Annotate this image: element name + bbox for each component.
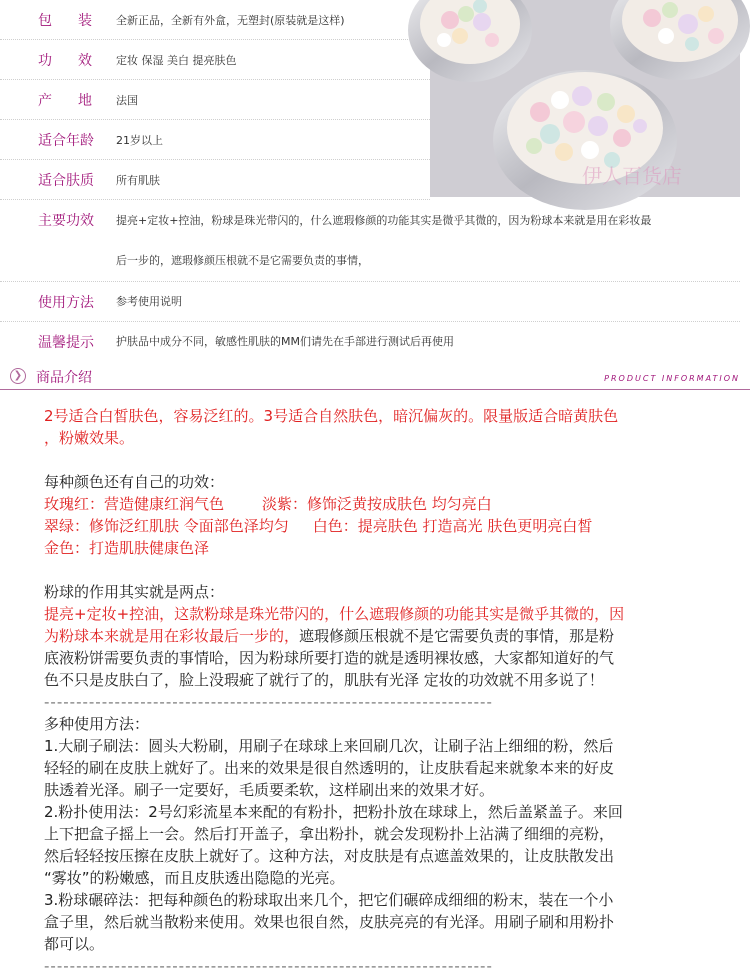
spec-value: 全新正品，全新有外盒，无塑封(原装就是这样)	[116, 13, 345, 27]
method-line: 2.粉扑使用法：2号幻彩流星本来配的有粉扑，把粉扑放在球球上，然后盖紧盖子。来回	[44, 803, 623, 821]
main-effect-line: 后一步的，遮瑕修颜压根就不是它需要负责的事情，	[116, 253, 369, 267]
spec-row-tips	[0, 322, 740, 362]
section-title: 商品介绍	[36, 370, 92, 386]
method-line: 盒子里，然后就当散粉来使用。效果也很自然，皮肤亮亮的有光泽。用刷子刷和用粉扑	[44, 913, 615, 931]
method-line: 然后轻轻按压擦在皮肤上就好了。这种方法，对皮肤是有点遮盖效果的，让皮肤散发出	[44, 847, 615, 865]
colors-intro: 每种颜色还有自己的功效：	[44, 473, 225, 491]
spec-value: 定妆 保湿 美白 提亮肤色	[116, 53, 237, 67]
spec-table	[0, 0, 430, 200]
spec-row-effect	[0, 40, 430, 80]
color-effect: 翠绿：修饰泛红肌肤 令面部色泽均匀	[44, 517, 289, 535]
spec-row-main-effect	[0, 200, 740, 282]
spec-row-age	[0, 120, 430, 160]
spec-value	[110, 201, 651, 281]
method-line: 1.大刷子刷法：圆头大粉刷，用刷子在球球上来回刷几次，让刷子沾上细细的粉，然后	[44, 737, 614, 755]
section-header	[0, 362, 750, 390]
points-black-fragment: 遮瑕修颜压根就不是它需要负责的事情，那是粉	[299, 627, 615, 645]
spec-value: 参考使用说明	[116, 294, 182, 308]
spec-row-skin	[0, 160, 430, 200]
points-line	[44, 625, 704, 647]
divider: ----------------------------------------------------------------------	[44, 957, 493, 975]
method-line: 上下把盒子摇上一会。然后打开盖子，拿出粉扑，就会发现粉扑上沾满了细细的亮粉，	[44, 825, 615, 843]
spec-label: 主要功效	[38, 213, 94, 229]
divider: ----------------------------------------------------------------------	[44, 693, 493, 711]
spec-value: 法国	[116, 93, 138, 107]
section-english-title: PRODUCT INFORMATION	[604, 374, 740, 383]
product-photo	[430, 0, 740, 197]
method-line: 3.粉球碾碎法：把每种颜色的粉球取出来几个，把它们碾碎成细细的粉末，装在一个小	[44, 891, 614, 909]
spec-label: 适合年龄	[38, 132, 94, 149]
method-line: “雾妆”的粉嫩感，而且皮肤透出隐隐的光亮。	[44, 869, 345, 887]
method-line: 都可以。	[44, 935, 105, 953]
spec-label: 产地	[38, 92, 118, 109]
spec-label: 温馨提示	[38, 335, 94, 351]
points-line: 底液粉饼需要负责的事情哈，因为粉球所要打造的就是透明裸妆感，大家都知道好的气	[44, 649, 615, 667]
color-effect: 金色：打造肌肤健康色泽	[44, 539, 210, 557]
points-line: 提亮+定妆+控油，这款粉球是珠光带闪的，什么遮瑕修颜的功能其实是微乎其微的，因	[44, 605, 625, 623]
points-intro: 粉球的作用其实就是两点：	[44, 583, 225, 601]
spec-label: 使用方法	[38, 294, 94, 311]
color-effect: 白色：提亮肤色 打造高光 肤色更明亮白皙	[312, 517, 593, 535]
color-effect: 淡紫：修饰泛黄按成肤色 均匀亮白	[262, 495, 492, 513]
points-red-fragment: 为粉球本来就是用在彩妆最后一步的，	[44, 627, 300, 645]
main-effect-line: 提亮+定妆+控油，粉球是珠光带闪的，什么遮瑕修颜的功能其实是微乎其微的，因为粉球本来就是用在彩妆最	[116, 213, 652, 227]
spec-value: 21岁以上	[116, 133, 163, 147]
spec-row-usage	[0, 282, 740, 322]
skin-tone-line: 2号适合白皙肤色，容易泛红的。3号适合自然肤色，暗沉偏灰的。限量版适合暗黄肤色	[44, 407, 619, 425]
watermark: 伊人百货店	[582, 164, 682, 188]
spec-value: 所有肌肤	[116, 173, 160, 187]
methods-intro: 多种使用方法：	[44, 715, 150, 733]
color-effect: 玫瑰红：营造健康红润气色	[44, 495, 225, 513]
method-line: 肤透着光泽。刷子一定要好，毛质要柔软，这样刷出来的效果才好。	[44, 781, 495, 799]
color-effect-line	[44, 515, 704, 537]
spec-label: 功效	[38, 52, 118, 69]
spec-row-packaging	[0, 0, 430, 40]
points-line: 色不只是皮肤白了，脸上没瑕疵了就行了的，肌肤有光泽 定妆的功效就不用多说了！	[44, 671, 604, 689]
color-effect-line	[44, 493, 704, 515]
method-line: 轻轻的刷在皮肤上就好了。出来的效果是很自然透明的，让皮肤看起来就象本来的好皮	[44, 759, 615, 777]
chevron-right-icon: ❯	[10, 368, 26, 384]
spec-row-origin	[0, 80, 430, 120]
spec-label: 适合肤质	[38, 172, 94, 189]
skin-tone-line: ，粉嫩效果。	[44, 429, 135, 447]
spec-value: 护肤品中成分不同，敏感性肌肤的MM们请先在手部进行测试后再使用	[116, 335, 454, 348]
spec-label: 包装	[38, 12, 118, 29]
product-description	[44, 405, 704, 977]
